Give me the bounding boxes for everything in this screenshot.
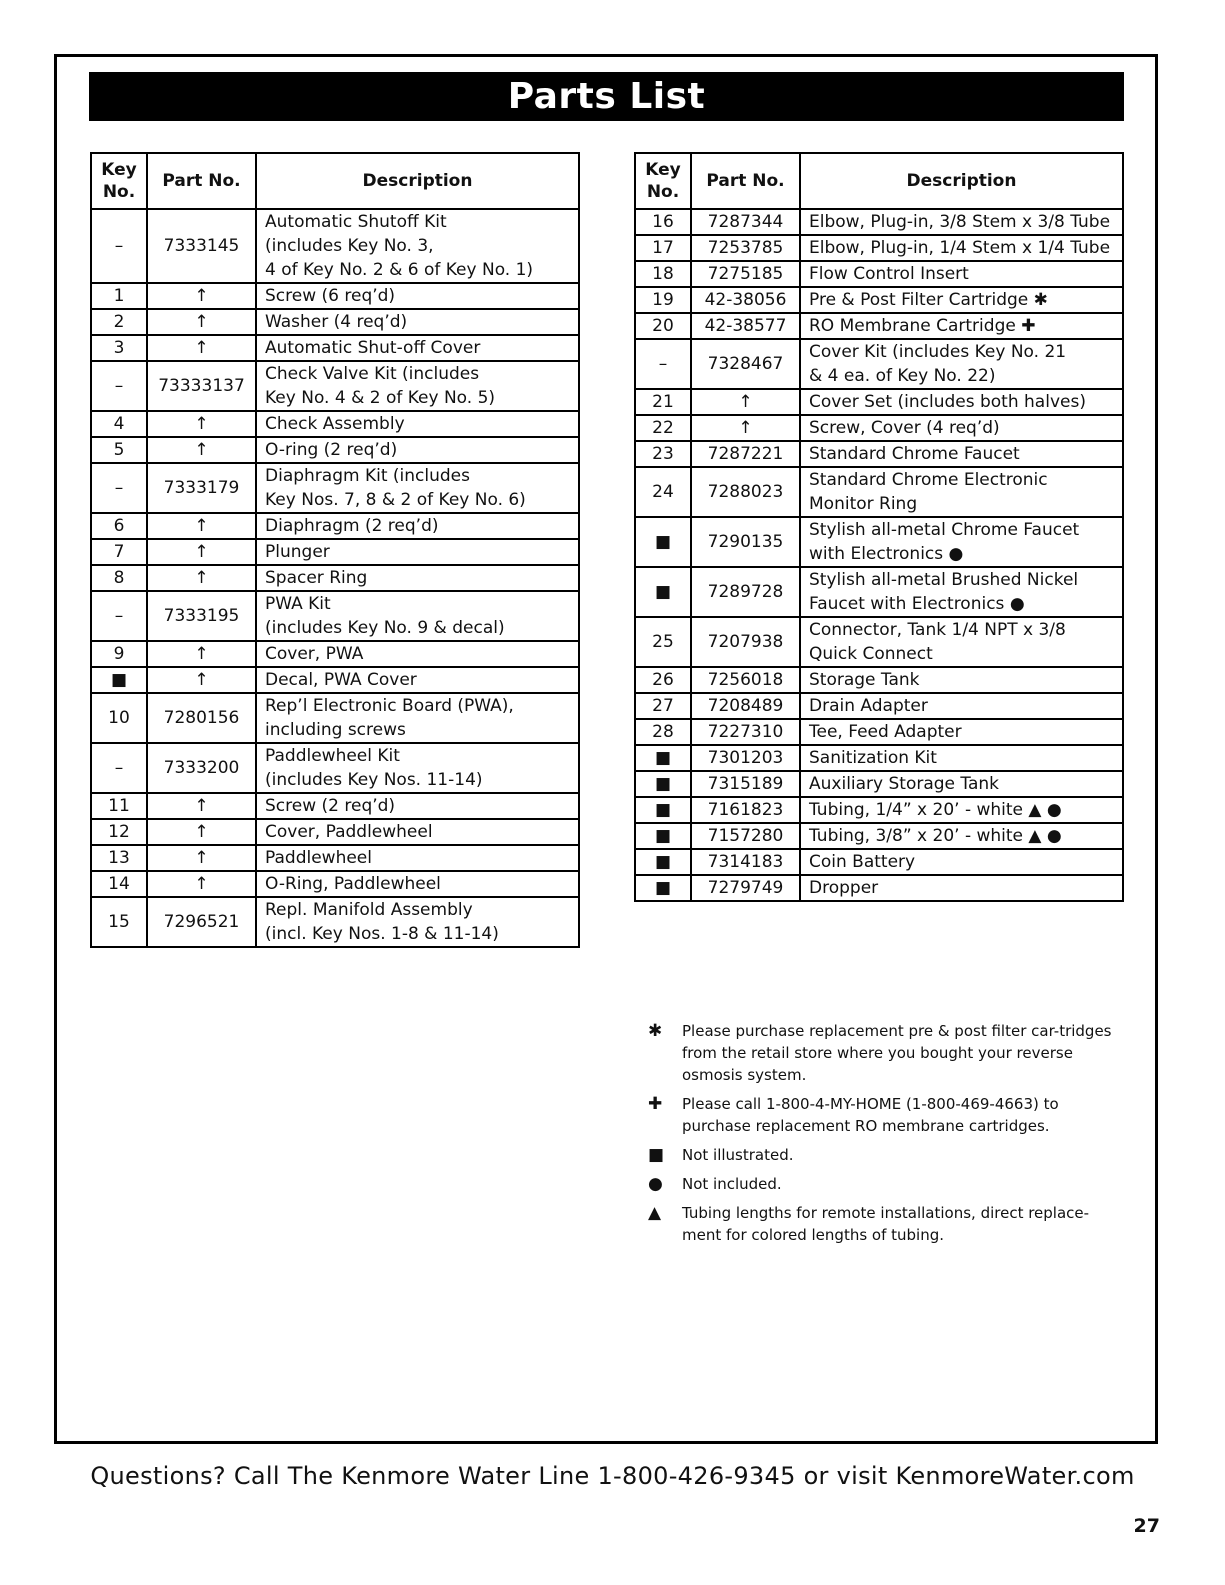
description-cell: PWA Kit (includes Key No. 9 & decal) bbox=[256, 591, 579, 641]
table-row bbox=[635, 719, 1123, 745]
part-no-cell: 7314183 bbox=[691, 849, 800, 875]
description-cell: Check Assembly bbox=[256, 411, 579, 437]
key-no-cell: 15 bbox=[91, 897, 147, 947]
part-no-cell: 7275185 bbox=[691, 261, 800, 287]
key-no-cell: ■ bbox=[91, 667, 147, 693]
key-no-cell: 2 bbox=[91, 309, 147, 335]
description-cell: Standard Chrome Electronic Monitor Ring bbox=[800, 467, 1123, 517]
table-row bbox=[635, 667, 1123, 693]
description-cell: Tubing, 3/8” x 20’ - white ▲ ● bbox=[800, 823, 1123, 849]
table-row bbox=[635, 467, 1123, 517]
description-cell: Pre & Post Filter Cartridge ✱ bbox=[800, 287, 1123, 313]
key-no-cell: – bbox=[91, 743, 147, 793]
table-row bbox=[91, 591, 579, 641]
table-row bbox=[635, 339, 1123, 389]
table-row bbox=[635, 693, 1123, 719]
table-row bbox=[635, 415, 1123, 441]
description-cell: Flow Control Insert bbox=[800, 261, 1123, 287]
description-cell: Drain Adapter bbox=[800, 693, 1123, 719]
header-key-no: Key No. bbox=[635, 153, 691, 209]
key-no-cell: 10 bbox=[91, 693, 147, 743]
part-no-cell: 7290135 bbox=[691, 517, 800, 567]
key-no-cell: 11 bbox=[91, 793, 147, 819]
key-no-cell: 1 bbox=[91, 283, 147, 309]
key-no-cell: 5 bbox=[91, 437, 147, 463]
table-row bbox=[91, 539, 579, 565]
part-no-cell: 7157280 bbox=[691, 823, 800, 849]
description-cell: Screw, Cover (4 req’d) bbox=[800, 415, 1123, 441]
table-row bbox=[91, 309, 579, 335]
table-row bbox=[91, 845, 579, 871]
part-no-cell: 7333200 bbox=[147, 743, 256, 793]
description-cell: Coin Battery bbox=[800, 849, 1123, 875]
description-cell: Automatic Shutoff Kit (includes Key No. 3, 4 of Key No. 2 & 6 of Key No. 1) bbox=[256, 209, 579, 283]
table-row bbox=[635, 875, 1123, 901]
description-cell: Stylish all-metal Brushed Nickel Faucet with Electronics ● bbox=[800, 567, 1123, 617]
part-no-cell: ↑ bbox=[147, 539, 256, 565]
description-cell: Paddlewheel Kit (includes Key Nos. 11-14) bbox=[256, 743, 579, 793]
key-no-cell: – bbox=[91, 209, 147, 283]
footnote-item bbox=[648, 1173, 1118, 1195]
description-cell: Screw (6 req’d) bbox=[256, 283, 579, 309]
key-no-cell: 28 bbox=[635, 719, 691, 745]
key-no-cell: 26 bbox=[635, 667, 691, 693]
part-no-cell: ↑ bbox=[147, 819, 256, 845]
key-no-cell: 27 bbox=[635, 693, 691, 719]
description-cell: RO Membrane Cartridge ✚ bbox=[800, 313, 1123, 339]
table-row bbox=[91, 743, 579, 793]
description-cell: Repl. Manifold Assembly (incl. Key Nos. 1-8 & 11-14) bbox=[256, 897, 579, 947]
description-cell: Elbow, Plug-in, 3/8 Stem x 3/8 Tube bbox=[800, 209, 1123, 235]
table-row bbox=[91, 819, 579, 845]
key-no-cell: 12 bbox=[91, 819, 147, 845]
table-header-row bbox=[91, 153, 579, 209]
part-no-cell: ↑ bbox=[691, 389, 800, 415]
description-cell: Diaphragm Kit (includes Key Nos. 7, 8 & 2 of Key No. 6) bbox=[256, 463, 579, 513]
key-no-cell: 23 bbox=[635, 441, 691, 467]
key-no-cell: 17 bbox=[635, 235, 691, 261]
part-no-cell: ↑ bbox=[147, 309, 256, 335]
description-cell: Stylish all-metal Chrome Faucet with Electronics ● bbox=[800, 517, 1123, 567]
part-no-cell: 7328467 bbox=[691, 339, 800, 389]
key-no-cell: ■ bbox=[635, 797, 691, 823]
part-no-cell: 7301203 bbox=[691, 745, 800, 771]
header-description: Description bbox=[256, 153, 579, 209]
key-no-cell: 8 bbox=[91, 565, 147, 591]
key-no-cell: ■ bbox=[635, 823, 691, 849]
description-cell: O-Ring, Paddlewheel bbox=[256, 871, 579, 897]
table-row bbox=[91, 463, 579, 513]
header-key-no: Key No. bbox=[91, 153, 147, 209]
table-header-row bbox=[635, 153, 1123, 209]
part-no-cell: 7208489 bbox=[691, 693, 800, 719]
part-no-cell: 7161823 bbox=[691, 797, 800, 823]
header-description: Description bbox=[800, 153, 1123, 209]
table-row bbox=[91, 667, 579, 693]
description-cell: Check Valve Kit (includes Key No. 4 & 2 of Key No. 5) bbox=[256, 361, 579, 411]
part-no-cell: 7333195 bbox=[147, 591, 256, 641]
description-cell: Screw (2 req’d) bbox=[256, 793, 579, 819]
parts-table-right bbox=[634, 152, 1124, 902]
part-no-cell: 7287221 bbox=[691, 441, 800, 467]
table-row bbox=[635, 745, 1123, 771]
part-no-cell: ↑ bbox=[147, 793, 256, 819]
key-no-cell: ■ bbox=[635, 567, 691, 617]
part-no-cell: 7227310 bbox=[691, 719, 800, 745]
description-cell: Plunger bbox=[256, 539, 579, 565]
table-row bbox=[635, 287, 1123, 313]
table-row bbox=[91, 793, 579, 819]
description-cell: Paddlewheel bbox=[256, 845, 579, 871]
footnote-item bbox=[648, 1093, 1118, 1137]
footnote-text: Not included. bbox=[682, 1175, 782, 1193]
table-row bbox=[91, 283, 579, 309]
part-no-cell: 7287344 bbox=[691, 209, 800, 235]
part-no-cell: 73333137 bbox=[147, 361, 256, 411]
part-no-cell: ↑ bbox=[147, 565, 256, 591]
table-row bbox=[635, 849, 1123, 875]
footer-contact: Questions? Call The Kenmore Water Line 1-800-426-9345 or visit KenmoreWater.com bbox=[90, 1462, 1135, 1490]
page-title: Parts List bbox=[89, 72, 1124, 121]
footnote-item bbox=[648, 1144, 1118, 1166]
footnote-text: Please purchase replacement pre & post filter car-tridges from the retail store where you bought your reverse osmosis system. bbox=[682, 1022, 1112, 1084]
key-no-cell: 20 bbox=[635, 313, 691, 339]
description-cell: Cover Kit (includes Key No. 21 & 4 ea. of Key No. 22) bbox=[800, 339, 1123, 389]
table-row bbox=[635, 617, 1123, 667]
key-no-cell: 14 bbox=[91, 871, 147, 897]
key-no-cell: 9 bbox=[91, 641, 147, 667]
key-no-cell: 25 bbox=[635, 617, 691, 667]
part-no-cell: 42-38056 bbox=[691, 287, 800, 313]
table-row bbox=[635, 389, 1123, 415]
description-cell: Decal, PWA Cover bbox=[256, 667, 579, 693]
table-row bbox=[91, 871, 579, 897]
description-cell: Tubing, 1/4” x 20’ - white ▲ ● bbox=[800, 797, 1123, 823]
key-no-cell: 18 bbox=[635, 261, 691, 287]
footnote-text: Tubing lengths for remote installations, direct replace-ment for colored lengths of tubing. bbox=[682, 1204, 1090, 1244]
footnote-symbol: ✱ bbox=[648, 1021, 663, 1041]
table-row bbox=[635, 517, 1123, 567]
part-no-cell: ↑ bbox=[147, 513, 256, 539]
part-no-cell: 42-38577 bbox=[691, 313, 800, 339]
key-no-cell: 22 bbox=[635, 415, 691, 441]
key-no-cell: 13 bbox=[91, 845, 147, 871]
part-no-cell: ↑ bbox=[147, 871, 256, 897]
footnote-text: Not illustrated. bbox=[682, 1146, 794, 1164]
part-no-cell: 7333145 bbox=[147, 209, 256, 283]
part-no-cell: 7253785 bbox=[691, 235, 800, 261]
key-no-cell: ■ bbox=[635, 875, 691, 901]
footnote-item bbox=[648, 1202, 1118, 1246]
key-no-cell: ■ bbox=[635, 745, 691, 771]
key-no-cell: ■ bbox=[635, 517, 691, 567]
part-no-cell: 7256018 bbox=[691, 667, 800, 693]
key-no-cell: ■ bbox=[635, 849, 691, 875]
table-row bbox=[91, 897, 579, 947]
table-row bbox=[91, 411, 579, 437]
table-row bbox=[91, 513, 579, 539]
part-no-cell: 7280156 bbox=[147, 693, 256, 743]
part-no-cell: ↑ bbox=[147, 283, 256, 309]
footnote-item bbox=[648, 1020, 1118, 1086]
key-no-cell: 4 bbox=[91, 411, 147, 437]
description-cell: Sanitization Kit bbox=[800, 745, 1123, 771]
part-no-cell: 7279749 bbox=[691, 875, 800, 901]
key-no-cell: 6 bbox=[91, 513, 147, 539]
description-cell: Diaphragm (2 req’d) bbox=[256, 513, 579, 539]
part-no-cell: ↑ bbox=[147, 667, 256, 693]
table-row bbox=[635, 261, 1123, 287]
description-cell: O-ring (2 req’d) bbox=[256, 437, 579, 463]
description-cell: Washer (4 req’d) bbox=[256, 309, 579, 335]
key-no-cell: ■ bbox=[635, 771, 691, 797]
footnote-text: Please call 1-800-4-MY-HOME (1-800-469-4663) to purchase replacement RO membrane cartridges. bbox=[682, 1095, 1059, 1135]
table-row bbox=[91, 335, 579, 361]
part-no-cell: 7207938 bbox=[691, 617, 800, 667]
footnote-symbol: ■ bbox=[648, 1145, 665, 1165]
key-no-cell: 7 bbox=[91, 539, 147, 565]
parts-table-left bbox=[90, 152, 580, 948]
table-row bbox=[635, 567, 1123, 617]
key-no-cell: 24 bbox=[635, 467, 691, 517]
key-no-cell: – bbox=[91, 361, 147, 411]
part-no-cell: 7315189 bbox=[691, 771, 800, 797]
key-no-cell: 16 bbox=[635, 209, 691, 235]
description-cell: Dropper bbox=[800, 875, 1123, 901]
part-no-cell: ↑ bbox=[147, 335, 256, 361]
part-no-cell: ↑ bbox=[147, 437, 256, 463]
description-cell: Cover, Paddlewheel bbox=[256, 819, 579, 845]
table-row bbox=[91, 641, 579, 667]
part-no-cell: 7333179 bbox=[147, 463, 256, 513]
table-row bbox=[635, 235, 1123, 261]
table-row bbox=[635, 313, 1123, 339]
description-cell: Storage Tank bbox=[800, 667, 1123, 693]
part-no-cell: ↑ bbox=[691, 415, 800, 441]
key-no-cell: – bbox=[91, 591, 147, 641]
description-cell: Elbow, Plug-in, 1/4 Stem x 1/4 Tube bbox=[800, 235, 1123, 261]
description-cell: Cover Set (includes both halves) bbox=[800, 389, 1123, 415]
table-row bbox=[91, 209, 579, 283]
key-no-cell: 19 bbox=[635, 287, 691, 313]
table-row bbox=[635, 823, 1123, 849]
footnote-symbol: ● bbox=[648, 1174, 663, 1194]
table-row bbox=[635, 797, 1123, 823]
description-cell: Rep’l Electronic Board (PWA), including screws bbox=[256, 693, 579, 743]
key-no-cell: 3 bbox=[91, 335, 147, 361]
key-no-cell: 21 bbox=[635, 389, 691, 415]
part-no-cell: ↑ bbox=[147, 641, 256, 667]
description-cell: Auxiliary Storage Tank bbox=[800, 771, 1123, 797]
description-cell: Connector, Tank 1/4 NPT x 3/8 Quick Connect bbox=[800, 617, 1123, 667]
key-no-cell: – bbox=[91, 463, 147, 513]
part-no-cell: 7288023 bbox=[691, 467, 800, 517]
key-no-cell: – bbox=[635, 339, 691, 389]
table-row bbox=[635, 209, 1123, 235]
header-part-no: Part No. bbox=[147, 153, 256, 209]
description-cell: Spacer Ring bbox=[256, 565, 579, 591]
description-cell: Tee, Feed Adapter bbox=[800, 719, 1123, 745]
table-row bbox=[635, 771, 1123, 797]
table-row bbox=[635, 441, 1123, 467]
table-row bbox=[91, 565, 579, 591]
table-row bbox=[91, 693, 579, 743]
footnote-symbol: ▲ bbox=[648, 1203, 662, 1223]
footnotes bbox=[648, 1020, 1118, 1253]
table-row bbox=[91, 437, 579, 463]
description-cell: Automatic Shut-off Cover bbox=[256, 335, 579, 361]
header-part-no: Part No. bbox=[691, 153, 800, 209]
part-no-cell: ↑ bbox=[147, 411, 256, 437]
description-cell: Standard Chrome Faucet bbox=[800, 441, 1123, 467]
part-no-cell: ↑ bbox=[147, 845, 256, 871]
footnote-symbol: ✚ bbox=[648, 1094, 663, 1114]
part-no-cell: 7296521 bbox=[147, 897, 256, 947]
table-row bbox=[91, 361, 579, 411]
page-number: 27 bbox=[1133, 1515, 1160, 1537]
part-no-cell: 7289728 bbox=[691, 567, 800, 617]
description-cell: Cover, PWA bbox=[256, 641, 579, 667]
